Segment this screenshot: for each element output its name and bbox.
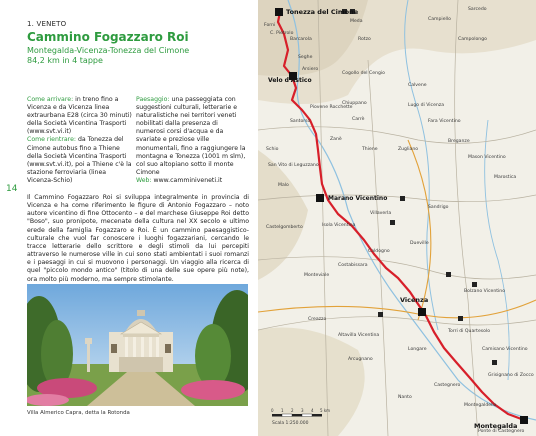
map-stage-label: Vicenza: [400, 296, 429, 304]
route-map[interactable]: [258, 0, 536, 436]
map-place-label: Dueville: [410, 241, 429, 246]
map-place-label: Nanto: [398, 395, 412, 400]
map-stage-label: Velo d'Astico: [268, 77, 312, 84]
map-place-label: Ponte di Castegnero: [478, 429, 525, 434]
map-place-label: Forni: [264, 23, 276, 28]
map-place-label: Chiuppano: [342, 101, 367, 106]
villa-photo: [27, 284, 248, 406]
scale-tick: 5 km: [320, 408, 331, 413]
map-place-label: Camisano Vicentino: [482, 347, 528, 352]
arrive-label: Come arrivare:: [27, 96, 74, 103]
info-column-left: [27, 96, 132, 185]
map-place-label: Arsiero: [302, 67, 319, 72]
map-stage-label: Marano Vicentino: [328, 195, 388, 202]
map-place-label: Lugo di Vicenza: [408, 103, 445, 108]
map-place-label: Sandrigo: [428, 205, 449, 210]
map-place-label: Sarcedo: [468, 7, 487, 12]
map-place-label: Thiene: [362, 147, 378, 152]
map-place-label: Altavilla Vicentina: [338, 333, 380, 338]
landscape-text: una passeggiata con suggestioni culturali, letterarie e naturalistiche nei territori veneti nobilitati dalla presenza di numerosi corsi d'acqua e da svariate e preziose ville monumentali, fino a raggiungere la montagna e Tonezza (1001 m slm), col suo altopiano sotto il monte Cimone: [136, 96, 246, 176]
scale-tick: 2: [291, 408, 294, 413]
map-place-label: Marostica: [494, 175, 517, 180]
scale-tick: 4: [311, 408, 314, 413]
map-place-label: Mason Vicentino: [468, 155, 506, 160]
map-place-label: Carrè: [352, 117, 365, 122]
map-place-label: Barcarola: [290, 37, 312, 42]
arrive-text: in treno fino a Vicenza e da Vicenza linea extraurbana E28 (circa 30 minuti) della Società Vicentina Trasporti (www.svt.vi.it): [27, 96, 132, 136]
page-number: 14: [6, 184, 18, 194]
map-place-label: Longare: [408, 347, 427, 352]
villa-rotonda-image: [27, 284, 248, 406]
route-title: Cammino Fogazzaro Roi: [27, 30, 189, 44]
map-place-label: Castegnero: [434, 383, 461, 388]
map-place-label: Torri di Quartesolo: [448, 329, 491, 334]
scale-label: Scala 1:250.000: [272, 421, 309, 426]
map-place-label: Schio: [266, 147, 279, 152]
scale-tick: 1: [281, 408, 284, 413]
photo-caption: Villa Almerico Capra, detta la Rotonda: [27, 410, 130, 416]
map-place-label: Campiello: [428, 17, 451, 22]
map-place-label: Breganze: [448, 139, 470, 144]
map-stage-label: Montegalda: [474, 422, 518, 430]
map-place-label: Seghe: [298, 55, 313, 60]
map-place-label: Caldogno: [368, 249, 390, 254]
map-canvas: [258, 0, 536, 436]
map-place-label: Santorso: [290, 119, 311, 124]
map-place-label: Monteviale: [304, 273, 330, 278]
map-place-label: Meda: [350, 19, 363, 24]
route-endpoints: Montegalda-Vicenza-Tonezza del Cimone: [27, 46, 190, 55]
map-place-label: Rotzo: [358, 37, 371, 42]
return-label: Come rientrare:: [27, 136, 76, 144]
map-place-label: C. Pietrolo: [270, 31, 294, 36]
body-paragraph: Il Cammino Fogazzaro Roi si sviluppa integralmente in provincia di Vicenza e ha come riferimento le figure di Antonio Fogazzaro – noto autore vicentino di fine Ottocento – e del marchese Giuseppe Roi detto "Boso", suo pronipote, mecenate della cultura nel XX secolo e ultimo erede della famiglia Fogazzaro e Roi. È un cammino paesaggistico-culturale che vuol far conoscere i luoghi fogazzariani, cercando le tracce letterarie dello scrittore e degli stimoli da lui percepiti attraverso le numerose ville in cui sono stati ambientati i suoi romanzi e i paesaggi in cui si muovono i personaggi. Un viaggio alla ricerca di quel "piccolo mondo antico" (titolo di una delle sue opere più note), ora molto più moderno, ma sempre stimolante.: [27, 194, 249, 283]
map-place-label: Fara Vicentino: [428, 119, 461, 124]
map-stage-label: Tonezza del Cimone: [286, 8, 359, 16]
landscape-label: Paesaggio:: [136, 96, 170, 103]
map-place-label: Arcugnano: [348, 357, 373, 362]
map-place-label: Creazzo: [308, 317, 327, 322]
map-place-label: Grisignano di Zocco: [488, 373, 534, 378]
map-place-label: Piovene Rocchette: [310, 105, 353, 110]
section-number: 1. VENETO: [27, 20, 67, 28]
left-page: [0, 0, 258, 436]
map-place-label: Bolzano Vicentino: [464, 289, 506, 294]
map-place-label: Costabissara: [338, 263, 368, 268]
web-label: Web:: [136, 176, 152, 184]
route-length: 84,2 km in 4 tappe: [27, 56, 103, 65]
map-place-label: Calvene: [408, 83, 427, 88]
map-place-label: Cogollo del Cengio: [342, 71, 385, 76]
map-place-label: Montegaldella: [464, 403, 497, 408]
map-place-label: Castelgomberto: [266, 225, 303, 230]
web-link[interactable]: www.camminiveneti.it: [153, 176, 223, 184]
map-place-label: San Vito di Leguzzano: [268, 163, 319, 168]
map-place-label: Malo: [278, 183, 289, 188]
map-place-label: Isola Vicentina: [322, 223, 356, 228]
map-place-label: Villaverla: [370, 211, 392, 216]
map-place-label: Campolongo: [458, 37, 487, 42]
scale-tick: 3: [301, 408, 304, 413]
map-place-label: Zugliano: [398, 147, 419, 152]
map-place-label: Zanè: [330, 137, 342, 142]
return-text: da Tonezza del Cimone autobus fino a Thiene della Società Vicentina Trasporti (www.svt.vi.it), poi a Thiene c'è la stazione ferroviaria (linea Vicenza-Schio): [27, 136, 132, 184]
info-column-right: [136, 96, 246, 185]
scale-tick: 0: [271, 408, 274, 413]
route-subtitle: [27, 46, 247, 66]
